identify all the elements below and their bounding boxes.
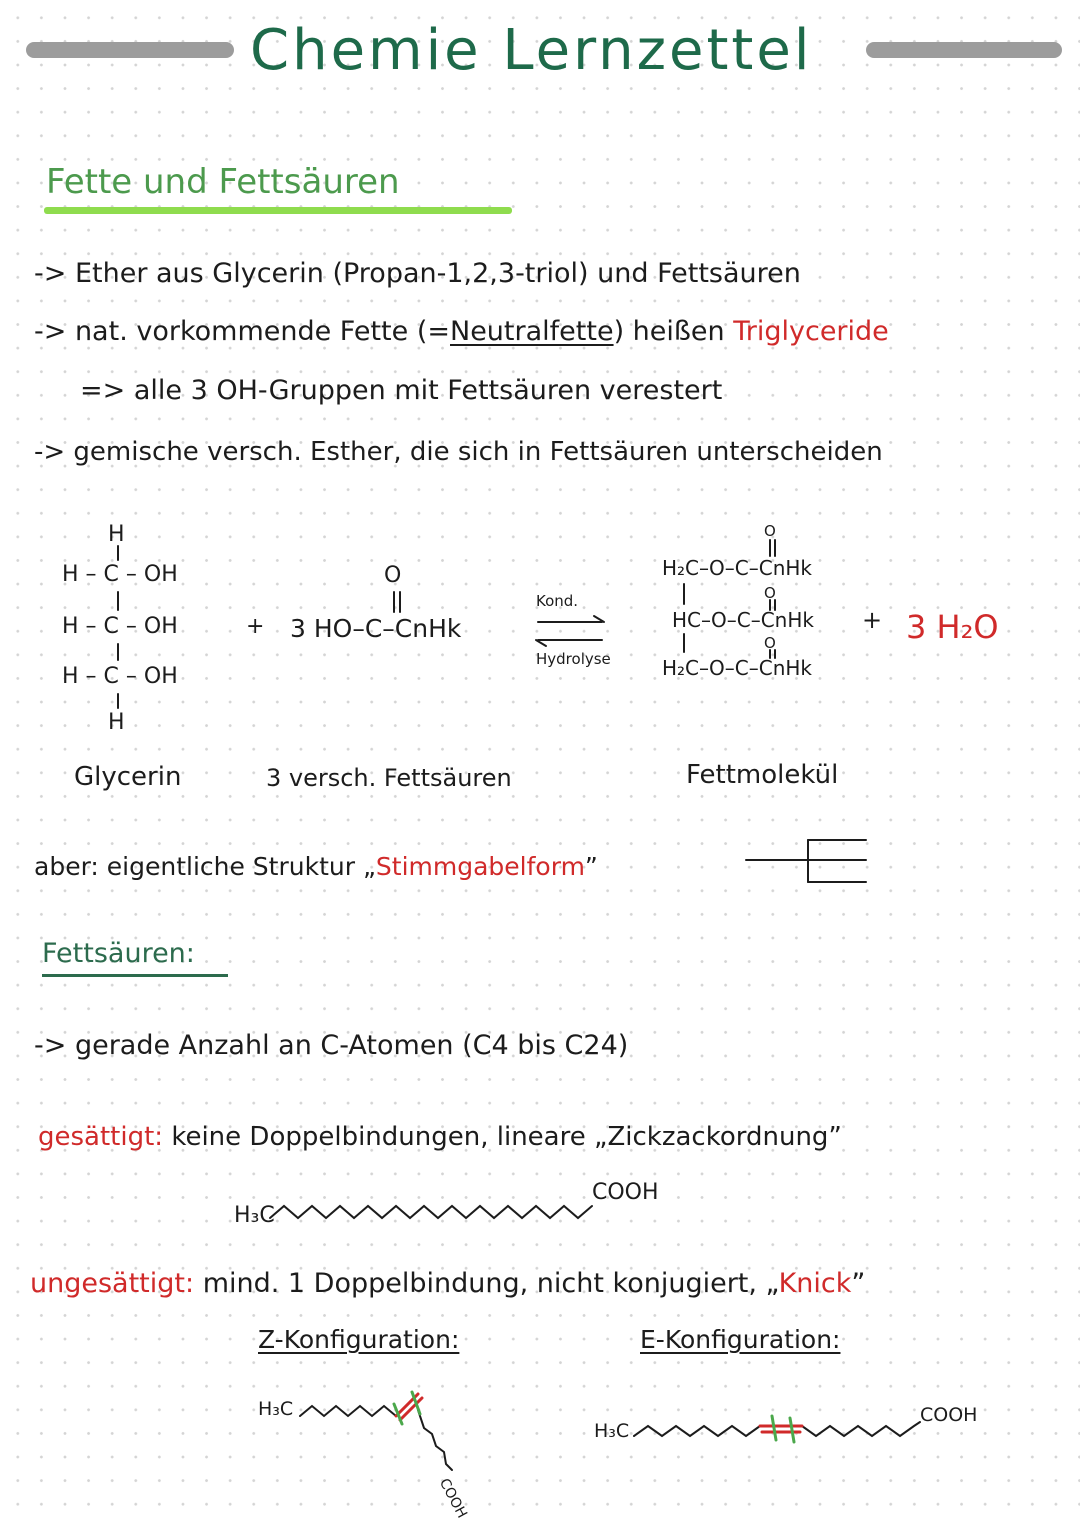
- text-natural-fats-start: -> nat. vorkommende Fette (=: [34, 316, 450, 347]
- fat-oxygen-3: O: [764, 634, 776, 652]
- quote-open: „: [362, 852, 376, 881]
- z-h3c: H₃C: [258, 1398, 294, 1420]
- text-line-ether: -> Ether aus Glycerin (Propan-1,2,3-triol) und Fettsäuren: [34, 258, 801, 289]
- glycerin-h-top: H: [108, 522, 125, 547]
- e-chain-right: [802, 1422, 920, 1436]
- text-saturated-desc: keine Doppelbindungen, lineare „Zickzackordnung”: [171, 1122, 842, 1152]
- text-line-oh-groups: => alle 3 OH-Gruppen mit Fettsäuren verestert: [80, 375, 723, 406]
- reaction-plus: +: [246, 614, 265, 639]
- text-structure-note-start: aber: eigentliche Struktur: [34, 852, 356, 881]
- label-saturated: gesättigt:: [38, 1122, 164, 1152]
- z-substituent-green-2: [394, 1404, 402, 1424]
- text-natural-fats-rest: ) heißen: [613, 316, 725, 347]
- glycerin-row-3: H – C – OH: [62, 664, 178, 689]
- e-chain-left: [634, 1426, 760, 1436]
- label-z-configuration: Z-Konfiguration:: [258, 1325, 460, 1354]
- fat-row-1: H₂C–O–C–CnHk: [662, 556, 812, 580]
- label-fat-molecule: Fettmolekül: [686, 760, 839, 790]
- acid-formula: 3 HO–C–CnHk: [290, 614, 462, 643]
- e-cooh: COOH: [920, 1404, 978, 1426]
- e-substituent-green-2: [790, 1418, 794, 1442]
- text-triglyceride: Triglyceride: [733, 316, 889, 347]
- text-neutral-fats: Neutralfette: [450, 316, 614, 347]
- fat-oxygen-1: O: [764, 522, 776, 540]
- fat-oxygen-2: O: [764, 584, 776, 602]
- section-heading-fettsaeuren: Fettsäuren:: [42, 938, 195, 969]
- z-cooh: COOH: [435, 1476, 470, 1521]
- arrow-label-condensation: Kond.: [536, 592, 579, 610]
- text-tuning-fork-form: Stimmgabelform: [375, 852, 585, 881]
- label-e-configuration: E-Konfiguration:: [640, 1325, 841, 1354]
- text-line-carbon-count: -> gerade Anzahl an C-Atomen (C4 bis C24): [34, 1030, 629, 1061]
- saturated-cooh: COOH: [592, 1180, 659, 1205]
- e-h3c: H₃C: [594, 1420, 630, 1442]
- e-substituent-green: [772, 1416, 776, 1440]
- page-title: Chemie Lernzettel: [250, 18, 813, 83]
- saturated-h3c: H₃C: [234, 1203, 275, 1228]
- glycerin-row-1: H – C – OH: [62, 562, 178, 587]
- text-unsaturated-desc: mind. 1 Doppelbindung, nicht konjugiert, „: [202, 1268, 779, 1299]
- product-plus: +: [862, 606, 883, 634]
- arrow-label-hydrolysis: Hydrolyse: [536, 650, 611, 668]
- label-glycerin: Glycerin: [74, 762, 182, 792]
- z-chain-down: [418, 1410, 452, 1470]
- label-unsaturated: ungesättigt:: [30, 1268, 195, 1299]
- saturated-zigzag: [270, 1206, 592, 1218]
- water-product: 3 H₂O: [906, 608, 999, 646]
- section-heading-fette: Fette und Fettsäuren: [46, 162, 400, 202]
- glycerin-row-2: H – C – OH: [62, 614, 178, 639]
- text-line-mixtures: -> gemische versch. Esther, die sich in Fettsäuren unterscheiden: [34, 437, 883, 467]
- glycerin-h-bottom: H: [108, 710, 125, 735]
- text-kink: Knick: [778, 1268, 852, 1299]
- text-kink-close: ”: [851, 1268, 866, 1299]
- fat-row-3: H₂C–O–C–CnHk: [662, 656, 812, 680]
- fat-row-2: HC–O–C–CnHk: [672, 608, 814, 632]
- label-fatty-acids: 3 versch. Fettsäuren: [266, 764, 512, 792]
- acid-oxygen: O: [384, 563, 402, 588]
- quote-close: ”: [584, 852, 598, 881]
- z-chain-left: [300, 1406, 396, 1416]
